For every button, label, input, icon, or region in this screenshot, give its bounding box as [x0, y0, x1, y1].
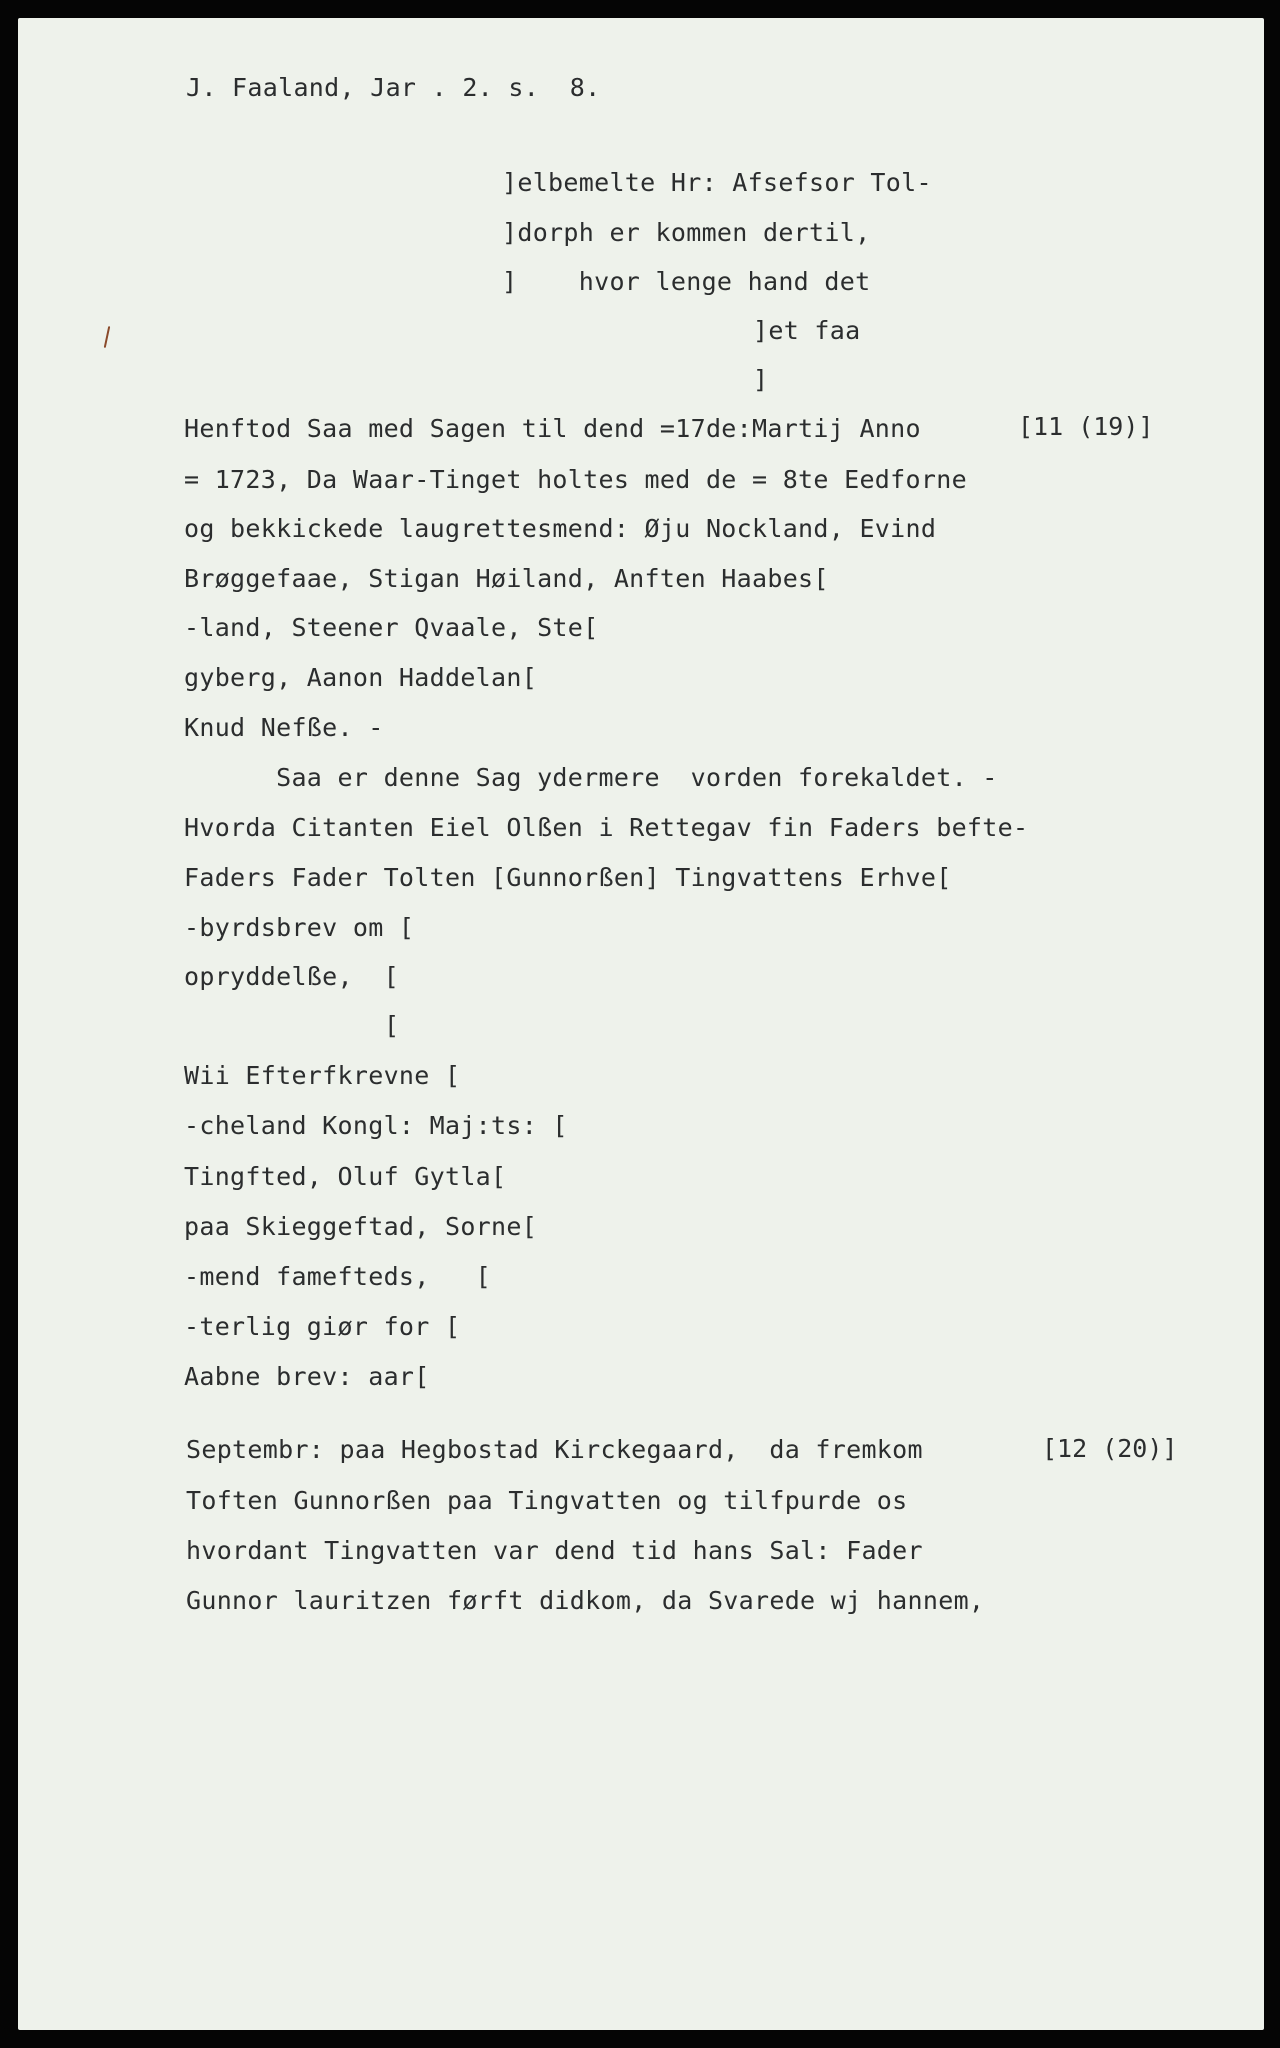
text-line: ]	[753, 365, 769, 394]
text-line: ]dorph er kommen dertil,	[502, 218, 871, 247]
text-line: ]elbemelte Hr: Afsefsor Tol-	[502, 168, 932, 197]
text-line: Gunnor lauritzen førft didkom, da Svarede wj hannem,	[186, 1586, 985, 1615]
text-line: Saa er denne Sag ydermere vorden forekaldet. -	[184, 763, 998, 792]
text-line: Knud Nefße. -	[184, 713, 384, 742]
text-line: -land, Steener Qvaale, Ste[	[184, 613, 599, 642]
margin-pencil-mark	[104, 326, 111, 348]
text-line: [	[384, 1011, 400, 1040]
text-line: -mend famefteds, [	[184, 1262, 492, 1291]
text-line: og bekkickede laugrettesmend: Øju Nockland, Evind	[184, 514, 937, 543]
text-line: Septembr: paa Hegbostad Kirckegaard, da fremkom	[186, 1435, 923, 1464]
text-line: Toften Gunnorßen paa Tingvatten og tilfpurde os	[186, 1486, 908, 1515]
text-line: Henftod Saa med Sagen til dend =17de:Martij Anno	[184, 414, 921, 443]
text-line: -terlig giør for [	[184, 1312, 461, 1341]
document-page	[18, 18, 1264, 2030]
text-line: -byrdsbrev om [	[184, 913, 415, 942]
text-line: gyberg, Aanon Haddelan[	[184, 663, 538, 692]
text-line: Aabne brev: aar[	[184, 1362, 430, 1391]
text-line: -cheland Kongl: Maj:ts: [	[184, 1111, 568, 1140]
text-line: Hvorda Citanten Eiel Olßen i Rettegav fin Faders befte-	[184, 813, 1029, 842]
margin-reference: [12 (20)]	[1042, 1434, 1178, 1463]
text-line: Brøggefaae, Stigan Høiland, Anften Haabes[	[184, 564, 829, 593]
text-line: Faders Fader Tolten [Gunnorßen] Tingvattens Erhve[	[184, 863, 952, 892]
text-line: ]et faa	[753, 316, 861, 345]
text-line: Tingfted, Oluf Gytla[	[184, 1162, 507, 1191]
page-header: J. Faaland, Jar . 2. s. 8.	[186, 73, 601, 102]
text-line: ] hvor lenge hand det	[502, 267, 871, 296]
text-line: opryddelße, [	[184, 962, 399, 991]
text-line: = 1723, Da Waar-Tinget holtes med de = 8te Eedforne	[184, 465, 967, 494]
text-line: Wii Efterfkrevne [	[184, 1061, 461, 1090]
text-line: paa Skieggeftad, Sorne[	[184, 1212, 538, 1241]
margin-reference: [11 (19)]	[1018, 412, 1154, 441]
text-line: hvordant Tingvatten var dend tid hans Sal: Fader	[186, 1536, 923, 1565]
